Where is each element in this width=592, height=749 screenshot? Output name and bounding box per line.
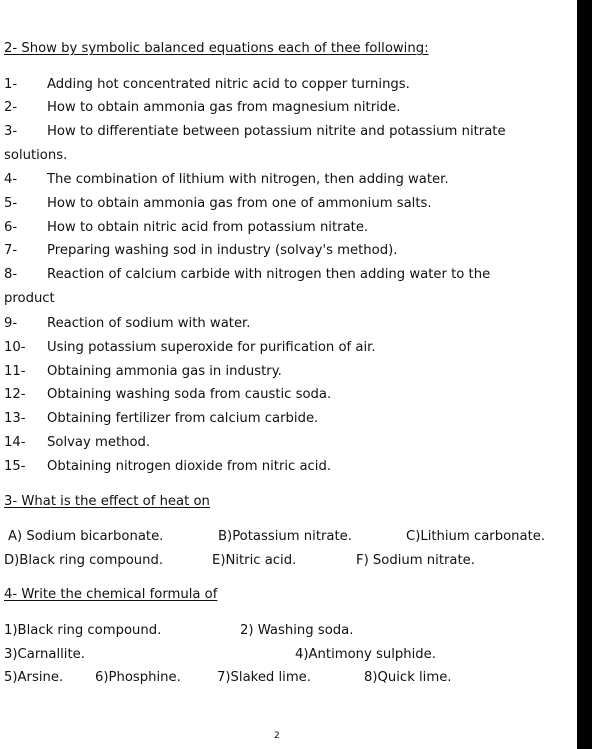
option-item: B)Potassium nitrate. <box>218 529 352 544</box>
page-edge-bar <box>577 0 592 749</box>
list-item-number: 9- <box>4 316 18 331</box>
option-item: 8)Quick lime. <box>364 670 452 685</box>
list-item: Reaction of sodium with water. <box>47 316 251 331</box>
list-item-number: 5- <box>4 196 18 211</box>
list-item: Obtaining fertilizer from calcium carbide. <box>47 411 319 426</box>
list-item: How to obtain nitric acid from potassium nitrate. <box>47 220 369 235</box>
page-number: 2 <box>274 731 280 741</box>
section-4-heading: 4- Write the chemical formula of <box>4 587 218 602</box>
list-item: Reaction of calcium carbide with nitrogen then adding water to the <box>47 267 491 282</box>
list-item-number: 12- <box>4 387 26 402</box>
list-item-number: 10- <box>4 340 26 355</box>
list-item-number: 4- <box>4 172 18 187</box>
option-item: C)Lithium carbonate. <box>406 529 546 544</box>
list-item-continuation: solutions. <box>4 148 68 163</box>
list-item: How to differentiate between potassium nitrite and potassium nitrate <box>47 124 506 139</box>
option-item: D)Black ring compound. <box>4 553 164 568</box>
option-item: 2) Washing soda. <box>240 623 354 638</box>
list-item: How to obtain ammonia gas from one of ammonium salts. <box>47 196 432 211</box>
option-item: 7)Slaked lime. <box>217 670 311 685</box>
list-item: Obtaining ammonia gas in industry. <box>47 364 282 379</box>
option-item: 5)Arsine. <box>4 670 64 685</box>
list-item: Obtaining nitrogen dioxide from nitric acid. <box>47 459 332 474</box>
list-item: Adding hot concentrated nitric acid to copper turnings. <box>47 77 410 92</box>
option-item: A) Sodium bicarbonate. <box>8 529 164 544</box>
list-item-number: 8- <box>4 267 18 282</box>
list-item-continuation: product <box>4 291 55 306</box>
list-item-number: 1- <box>4 77 18 92</box>
list-item-number: 6- <box>4 220 18 235</box>
list-item-number: 7- <box>4 243 18 258</box>
option-item: 1)Black ring compound. <box>4 623 162 638</box>
option-item: E)Nitric acid. <box>212 553 297 568</box>
section-3-heading: 3- What is the effect of heat on <box>4 494 210 509</box>
list-item: How to obtain ammonia gas from magnesium nitride. <box>47 100 401 115</box>
list-item-number: 3- <box>4 124 18 139</box>
list-item-number: 15- <box>4 459 26 474</box>
list-item-number: 13- <box>4 411 26 426</box>
option-item: 4)Antimony sulphide. <box>295 647 436 662</box>
option-item: 3)Carnallite. <box>4 647 85 662</box>
list-item: Solvay method. <box>47 435 151 450</box>
option-item: 6)Phosphine. <box>95 670 181 685</box>
list-item-number: 11- <box>4 364 26 379</box>
list-item: Using potassium superoxide for purification of air. <box>47 340 376 355</box>
option-item: F) Sodium nitrate. <box>356 553 475 568</box>
list-item: Preparing washing sod in industry (solvay's method). <box>47 243 398 258</box>
section-2-heading: 2- Show by symbolic balanced equations each of thee following: <box>4 41 429 56</box>
list-item-number: 2- <box>4 100 18 115</box>
list-item: Obtaining washing soda from caustic soda. <box>47 387 332 402</box>
list-item: The combination of lithium with nitrogen, then adding water. <box>47 172 449 187</box>
list-item-number: 14- <box>4 435 26 450</box>
